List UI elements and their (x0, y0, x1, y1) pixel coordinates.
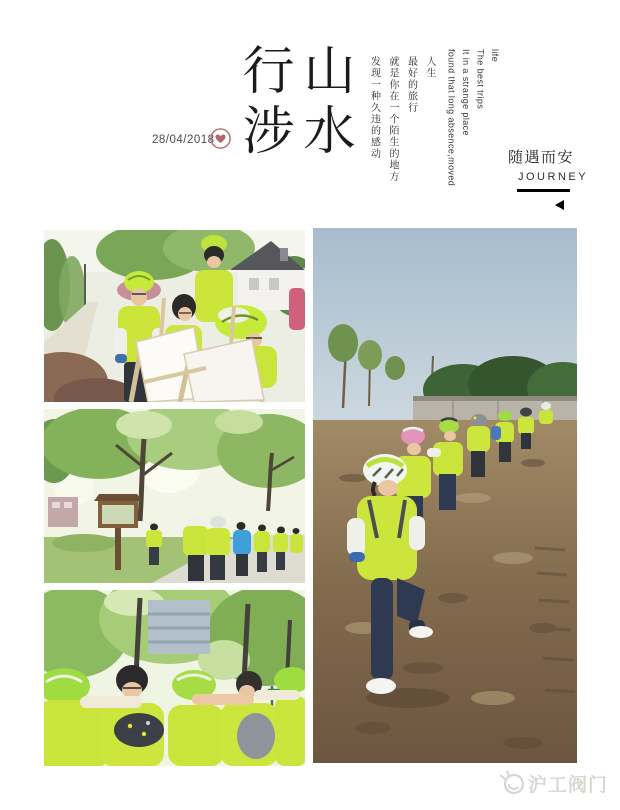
title-char: 行 (242, 43, 295, 101)
corner-arrow-icon (555, 200, 564, 210)
slogan-cn-line: 人生 (424, 56, 435, 79)
slogan-en-line: The best trips (475, 49, 486, 110)
photo-dirt-trail[interactable] (313, 228, 577, 763)
date-label: 28/04/2018 (152, 134, 215, 146)
photo-easel-painting[interactable] (44, 230, 305, 402)
building (148, 600, 210, 654)
slogan-cn-line: 发现一种久违的感动 (368, 56, 380, 160)
divider-line (517, 189, 570, 192)
title-char: 涉 (242, 103, 295, 161)
photo-team-huddle[interactable] (44, 590, 305, 766)
slogan-en (444, 49, 502, 199)
side-caption-en: JOURNEY (518, 171, 589, 183)
brand-logo-icon (496, 768, 528, 798)
title-char: 水 (303, 103, 356, 161)
heart-icon (209, 127, 232, 150)
photo-park-walk[interactable] (44, 409, 305, 583)
figure-pink-shirt (289, 288, 305, 330)
brand-watermark (496, 768, 608, 798)
slogan-en-line: life (490, 49, 500, 63)
photo-dirt-trail-art (313, 228, 577, 763)
photo-team-huddle-art (44, 590, 305, 766)
title-char: 山 (303, 43, 356, 101)
slogan-cn (364, 56, 438, 251)
brand-name: 沪工阀门 (528, 774, 609, 796)
slogan-cn-line: 最好的旅行 (405, 56, 417, 114)
photo-park-walk-art (44, 409, 305, 583)
distant-building (48, 497, 78, 527)
slogan-en-line: It in a strange place (461, 49, 471, 136)
side-caption-cn: 随遇而安 (508, 149, 575, 166)
slogan-cn-line: 就是你在一个陌生的地方 (387, 56, 398, 183)
page-title (238, 42, 360, 162)
slogan-en-line: found that long absence,moved (446, 49, 457, 187)
photo-easel-painting-art (44, 230, 305, 402)
